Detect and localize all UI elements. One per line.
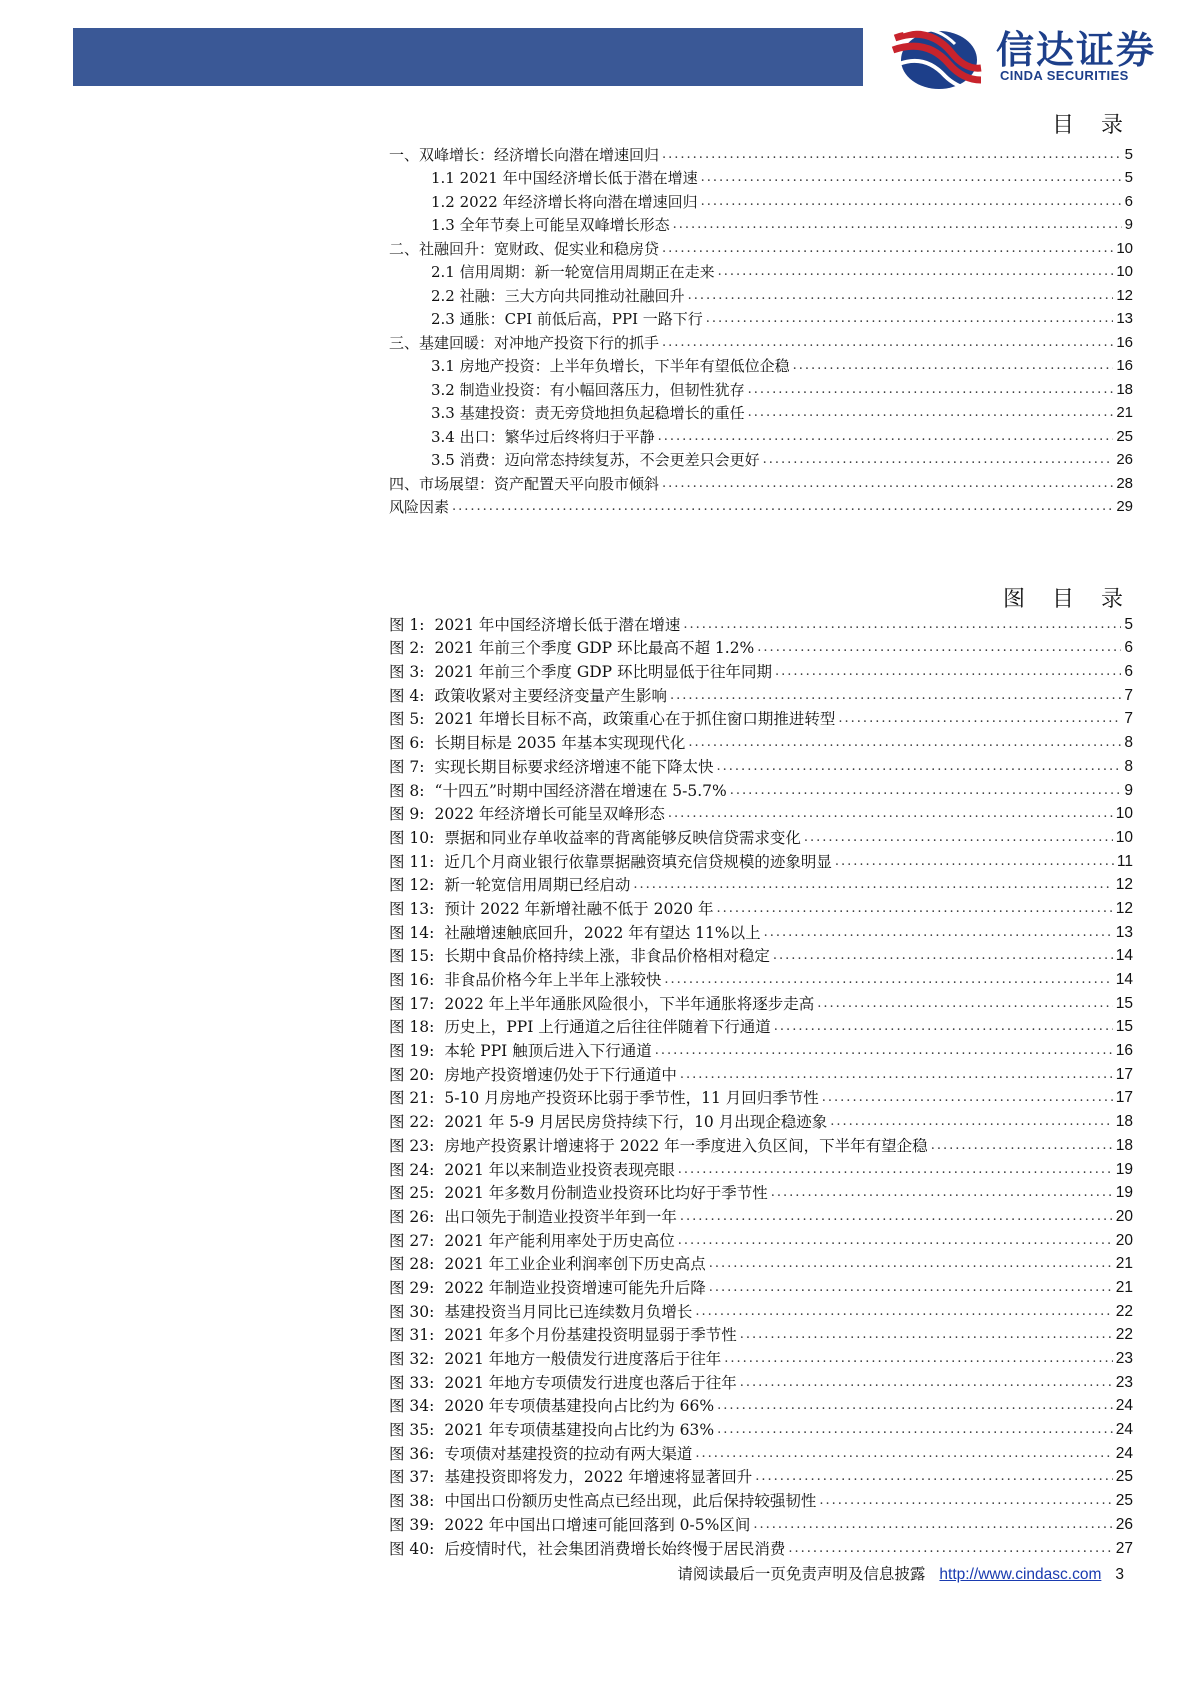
figure-entry[interactable]: [389, 1534, 1133, 1558]
figure-page: 12: [1115, 899, 1133, 917]
figure-page: 27: [1115, 1539, 1133, 1557]
figure-page: 18: [1115, 1136, 1133, 1154]
figure-entry[interactable]: [389, 634, 1133, 658]
figure-page: 19: [1115, 1184, 1133, 1202]
page-number: 3: [1115, 1566, 1124, 1583]
figure-caption: “十四五”时期中国经济潜在增速在 5-5.7%: [434, 781, 727, 800]
dot-leader: [695, 1303, 1112, 1321]
figure-page: 22: [1115, 1326, 1133, 1344]
toc-entry-page: 25: [1116, 427, 1133, 445]
figure-page: 20: [1115, 1207, 1133, 1225]
figure-caption: 近几个月商业银行依靠票据融资填充信贷规模的迹象明显: [444, 852, 832, 871]
dot-leader: [748, 404, 1114, 422]
dot-leader: [830, 1113, 1113, 1131]
dot-leader: [664, 971, 1112, 989]
dot-leader: [717, 1397, 1113, 1415]
toc-entry-label: 2.3 通胀：CPI 前低后高，PPI 一路下行: [431, 310, 703, 328]
figure-number: 图 40:: [389, 1539, 435, 1558]
figure-page: 17: [1115, 1089, 1133, 1107]
figure-caption: 新一轮宽信用周期已经启动: [444, 876, 631, 895]
dot-leader: [788, 1540, 1112, 1558]
figure-entry[interactable]: [389, 1202, 1133, 1226]
toc-entry-page: 21: [1116, 404, 1133, 421]
figure-caption: 出口领先于制造业投资半年到一年: [444, 1207, 677, 1226]
figure-page: 25: [1115, 1468, 1133, 1486]
dot-leader: [662, 475, 1113, 493]
dot-leader: [706, 310, 1114, 328]
dot-leader: [774, 1018, 1113, 1036]
toc-entry-label: 3.3 基建投资：责无旁贷地担负起稳增长的重任: [431, 404, 745, 422]
dot-leader: [763, 451, 1114, 469]
toc-entry[interactable]: [389, 446, 1133, 470]
dot-leader: [931, 1137, 1113, 1155]
figure-page: 6: [1124, 663, 1133, 681]
figure-number: 图 15:: [389, 947, 435, 966]
dot-leader: [680, 1066, 1113, 1084]
figure-number: 图 1:: [389, 615, 425, 634]
figure-number: 图 13:: [389, 899, 435, 918]
figure-entry[interactable]: [389, 681, 1133, 705]
footer-disclaimer: 请阅读最后一页免责声明及信息披露: [677, 1565, 926, 1583]
toc-entry[interactable]: [389, 258, 1133, 282]
dot-leader: [835, 853, 1114, 871]
figure-page: 24: [1115, 1444, 1133, 1462]
toc-entry-page: 16: [1116, 333, 1133, 351]
figure-entry[interactable]: [389, 1439, 1133, 1463]
figure-number: 图 11:: [389, 852, 435, 871]
figure-caption: 房地产投资累计增速将于 2022 年一季度进入负区间，下半年有望企稳: [444, 1136, 928, 1155]
toc-entry[interactable]: [389, 234, 1133, 258]
figure-page: 22: [1115, 1302, 1133, 1320]
dot-leader: [695, 1445, 1112, 1463]
figure-list: [389, 610, 1133, 1558]
toc-entry[interactable]: [389, 211, 1133, 235]
figure-entry[interactable]: [389, 1250, 1133, 1274]
toc-entry[interactable]: [389, 328, 1133, 352]
figure-caption: 2020 年专项债基建投向占比约为 66%: [444, 1397, 715, 1416]
figure-caption: 票据和同业存单收益率的背离能够反映信贷需求变化: [444, 828, 801, 847]
toc-entry[interactable]: [389, 187, 1133, 211]
dot-leader: [678, 1232, 1113, 1250]
figure-number: 图 23:: [389, 1136, 435, 1155]
dot-leader: [730, 782, 1122, 800]
toc-entry-page: 5: [1124, 145, 1133, 163]
dot-leader: [633, 876, 1112, 894]
dot-leader: [668, 805, 1113, 823]
page-footer: [677, 1562, 1124, 1584]
figure-caption: 2021 年多数月份制造业投资环比均好于季节性: [444, 1184, 768, 1203]
figure-entry[interactable]: [389, 1510, 1133, 1534]
toc-entry-page: 10: [1116, 263, 1133, 280]
dot-leader: [655, 1042, 1113, 1060]
dot-leader: [658, 428, 1114, 446]
figure-entry[interactable]: [389, 1297, 1133, 1321]
toc-entry-label: 2.1 信用周期：新一轮宽信用周期正在走来: [431, 263, 715, 281]
dot-leader: [817, 995, 1113, 1013]
figure-entry[interactable]: [389, 942, 1133, 966]
figure-page: 12: [1115, 876, 1133, 894]
toc-entry-label: 1.2 2022 年经济增长将向潜在增速回归: [431, 192, 698, 211]
figure-page: 23: [1115, 1373, 1133, 1391]
figure-number: 图 34:: [389, 1397, 435, 1416]
figure-entry[interactable]: [389, 1179, 1133, 1203]
dot-leader: [688, 287, 1114, 305]
toc-entry-page: 12: [1116, 286, 1133, 304]
figure-caption: 2021 年前三个季度 GDP 环比明显低于往年同期: [434, 663, 772, 682]
toc-entry-page: 18: [1116, 380, 1133, 398]
dot-leader: [773, 947, 1113, 965]
figure-entry[interactable]: [389, 1060, 1133, 1084]
toc-entry-label: 1.3 全年节奏上可能呈双峰增长形态: [431, 216, 670, 234]
figure-entry[interactable]: [389, 610, 1133, 634]
figure-number: 图 22:: [389, 1113, 435, 1132]
figure-number: 图 33:: [389, 1373, 435, 1392]
dot-leader: [680, 1208, 1113, 1226]
figure-page: 26: [1115, 1515, 1133, 1533]
toc-entry[interactable]: [389, 422, 1133, 446]
figure-number: 图 10:: [389, 828, 435, 847]
toc-entry[interactable]: [389, 493, 1133, 517]
dot-leader: [724, 1350, 1113, 1368]
figure-entry[interactable]: [389, 1273, 1133, 1297]
toc-entry-page: 10: [1116, 239, 1133, 257]
dot-leader: [717, 758, 1122, 776]
figure-caption: 房地产投资增速仍处于下行通道中: [444, 1065, 677, 1084]
toc-entry[interactable]: [389, 375, 1133, 399]
toc-entry[interactable]: [389, 469, 1133, 493]
figure-caption: 基建投资即将发力，2022 年增速将显著回升: [444, 1468, 753, 1487]
dot-leader: [662, 146, 1122, 164]
figure-caption: 2022 年经济增长可能呈双峰形态: [434, 805, 665, 824]
figure-list-title: 图 目 录: [1003, 587, 1133, 612]
figure-caption: 2021 年 5-9 月居民房贷持续下行，10 月出现企稳迹象: [444, 1113, 828, 1132]
figure-caption: 实现长期目标要求经济增速不能下降太快: [434, 757, 714, 776]
toc-entry-page: 13: [1116, 310, 1133, 327]
dot-leader: [748, 381, 1114, 399]
figure-page: 9: [1124, 781, 1133, 799]
figure-caption: 本轮 PPI 触顶后进入下行通道: [444, 1042, 652, 1061]
figure-caption: 专项债对基建投资的拉动有两大渠道: [444, 1444, 693, 1463]
figure-page: 20: [1115, 1231, 1133, 1249]
figure-page: 7: [1124, 710, 1133, 728]
figure-entry[interactable]: [389, 1131, 1133, 1155]
figure-page: 15: [1115, 994, 1133, 1012]
dot-leader: [819, 1492, 1112, 1510]
figure-number: 图 37:: [389, 1468, 435, 1487]
figure-page: 17: [1115, 1065, 1133, 1083]
toc-entry-label: 1.1 2021 年中国经济增长低于潜在增速: [431, 169, 698, 187]
dot-leader: [740, 1326, 1113, 1344]
figure-number: 图 35:: [389, 1421, 435, 1440]
brand-name-cn: 信达证券: [996, 28, 1157, 72]
dot-leader: [753, 1516, 1112, 1534]
dot-leader: [764, 924, 1113, 942]
figure-caption: 2021 年工业企业利润率创下历史高点: [444, 1255, 706, 1274]
dot-leader: [717, 1421, 1113, 1439]
figure-entry[interactable]: [389, 1321, 1133, 1345]
figure-caption: 5-10 月房地产投资环比弱于季节性，11 月回归季节性: [444, 1089, 819, 1108]
toc-entry[interactable]: [389, 352, 1133, 376]
toc-entry[interactable]: [389, 399, 1133, 423]
dot-leader: [683, 616, 1121, 634]
figure-page: 8: [1124, 734, 1133, 752]
toc-entry-label: 四、市场展望：资产配置天平向股市倾斜: [389, 474, 660, 493]
figure-entry[interactable]: [389, 847, 1133, 871]
figure-number: 图 28:: [389, 1255, 435, 1274]
brand-name-en: CINDA SECURITIES: [1000, 68, 1129, 83]
figure-entry[interactable]: [389, 1344, 1133, 1368]
figure-caption: 社融增速触底回升，2022 年有望达 11%以上: [444, 923, 761, 942]
figure-page: 5: [1124, 615, 1133, 633]
figure-entry[interactable]: [389, 1463, 1133, 1487]
figure-caption: 2021 年地方一般债发行进度落后于往年: [444, 1350, 722, 1368]
figure-number: 图 26:: [389, 1207, 435, 1226]
figure-entry[interactable]: [389, 1486, 1133, 1510]
figure-number: 图 21:: [389, 1089, 435, 1108]
dot-leader: [757, 639, 1121, 657]
figure-entry[interactable]: [389, 776, 1133, 800]
figure-caption: 预计 2022 年新增社融不低于 2020 年: [444, 899, 714, 918]
figure-entry[interactable]: [389, 1226, 1133, 1250]
figure-page: 24: [1115, 1421, 1133, 1439]
figure-caption: 2021 年前三个季度 GDP 环比最高不超 1.2%: [434, 639, 755, 658]
toc-entry-page: 5: [1124, 169, 1133, 186]
toc-entry-page: 28: [1116, 474, 1133, 492]
figure-page: 19: [1115, 1160, 1133, 1178]
dot-leader: [670, 687, 1121, 705]
toc-entry[interactable]: [389, 140, 1133, 164]
figure-caption: 2021 年专项债基建投向占比约为 63%: [444, 1421, 715, 1440]
dot-leader: [701, 193, 1122, 211]
figure-number: 图 25:: [389, 1184, 435, 1203]
toc-title: 目 录: [1052, 113, 1133, 138]
dot-leader: [678, 1161, 1113, 1179]
figure-page: 13: [1115, 923, 1133, 941]
figure-page: 25: [1115, 1492, 1133, 1510]
figure-number: 图 17:: [389, 994, 435, 1013]
figure-number: 图 20:: [389, 1065, 435, 1084]
figure-caption: 后疫情时代，社会集团消费增长始终慢于居民消费: [444, 1539, 786, 1558]
figure-caption: 中国出口份额历史性高点已经出现，此后保持较强韧性: [444, 1492, 817, 1511]
figure-entry[interactable]: [389, 1368, 1133, 1392]
figure-entry[interactable]: [389, 823, 1133, 847]
figure-number: 图 29:: [389, 1278, 435, 1297]
dot-leader: [718, 263, 1114, 281]
figure-entry[interactable]: [389, 752, 1133, 776]
figure-entry[interactable]: [389, 1084, 1133, 1108]
dot-leader: [709, 1279, 1113, 1297]
figure-entry[interactable]: [389, 1155, 1133, 1179]
figure-number: 图 12:: [389, 876, 435, 895]
figure-number: 图 2:: [389, 639, 425, 658]
figure-number: 图 3:: [389, 663, 425, 682]
figure-caption: 2021 年以来制造业投资表现亮眼: [444, 1160, 675, 1179]
figure-caption: 2022 年制造业投资增速可能先升后降: [444, 1278, 706, 1297]
figure-number: 图 31:: [389, 1326, 435, 1345]
figure-number: 图 27:: [389, 1231, 435, 1250]
figure-page: 24: [1115, 1397, 1133, 1415]
figure-number: 图 19:: [389, 1042, 435, 1061]
figure-page: 14: [1115, 971, 1133, 988]
toc-entry-label: 三、基建回暖：对冲地产投资下行的抓手: [389, 333, 660, 352]
figure-page: 10: [1115, 805, 1133, 823]
figure-number: 图 4:: [389, 686, 425, 705]
figure-number: 图 5:: [389, 710, 425, 729]
figure-page: 18: [1115, 1113, 1133, 1131]
header-band: [73, 28, 863, 86]
toc-entry-label: 3.4 出口：繁华过后终将归于平静: [431, 427, 655, 446]
figure-number: 图 39:: [389, 1515, 435, 1534]
dot-leader: [740, 1374, 1113, 1392]
dot-leader: [838, 710, 1121, 728]
figure-entry[interactable]: [389, 705, 1133, 729]
dot-leader: [701, 169, 1122, 187]
dot-leader: [452, 498, 1113, 516]
table-of-contents: [389, 140, 1133, 516]
figure-caption: 2021 年地方专项债发行进度也落后于往年: [444, 1373, 737, 1392]
toc-entry-label: 3.5 消费：迈向常态持续复苏，不会更差只会更好: [431, 451, 760, 469]
figure-page: 16: [1115, 1042, 1133, 1060]
figure-entry[interactable]: [389, 894, 1133, 918]
figure-page: 6: [1124, 639, 1133, 657]
figure-number: 图 6:: [389, 734, 425, 753]
toc-entry-label: 一、双峰增长：经济增长向潜在增速回归: [389, 145, 660, 164]
figure-caption: 2021 年增长目标不高，政策重心在于抓住窗口期推进转型: [434, 710, 836, 729]
figure-page: 21: [1115, 1255, 1133, 1273]
figure-caption: 政策收紧对主要经济变量产生影响: [434, 686, 668, 705]
figure-caption: 2021 年产能利用率处于历史高位: [444, 1231, 675, 1250]
dot-leader: [688, 734, 1121, 752]
toc-entry-label: 3.2 制造业投资：有小幅回落压力，但韧性犹存: [431, 380, 745, 399]
figure-entry[interactable]: [389, 1392, 1133, 1416]
figure-caption: 2022 年上半年通胀风险很小，下半年通胀将逐步走高: [444, 994, 815, 1013]
figure-caption: 非食品价格今年上半年上涨较快: [444, 971, 662, 989]
dot-leader: [822, 1089, 1113, 1107]
figure-caption: 2021 年中国经济增长低于潜在增速: [434, 615, 681, 634]
toc-entry[interactable]: [389, 164, 1133, 188]
figure-page: 15: [1115, 1018, 1133, 1036]
figure-number: 图 32:: [389, 1350, 435, 1368]
figure-entry[interactable]: [389, 989, 1133, 1013]
figure-page: 23: [1115, 1350, 1133, 1367]
toc-entry-label: 风险因素: [389, 498, 450, 516]
figure-number: 图 38:: [389, 1492, 435, 1511]
figure-caption: 2022 年中国出口增速可能回落到 0-5%区间: [444, 1515, 751, 1534]
figure-page: 11: [1116, 852, 1133, 870]
figure-number: 图 8:: [389, 781, 425, 800]
dot-leader: [709, 1255, 1113, 1273]
figure-caption: 基建投资当月同比已连续数月负增长: [444, 1302, 693, 1321]
toc-entry-page: 6: [1124, 192, 1133, 210]
figure-entry[interactable]: [389, 965, 1133, 989]
figure-number: 图 36:: [389, 1444, 435, 1463]
figure-entry[interactable]: [389, 871, 1133, 895]
website-link[interactable]: http://www.cindasc.com: [939, 1566, 1102, 1583]
toc-entry[interactable]: [389, 281, 1133, 305]
figure-entry[interactable]: [389, 1415, 1133, 1439]
toc-entry-label: 3.1 房地产投资：上半年负增长，下半年有望低位企稳: [431, 357, 790, 375]
dot-leader: [793, 357, 1114, 375]
toc-entry-label: 2.2 社融：三大方向共同推动社融回升: [431, 286, 685, 305]
figure-entry[interactable]: [389, 918, 1133, 942]
toc-entry-label: 二、社融回升：宽财政、促实业和稳房贷: [389, 239, 660, 258]
dot-leader: [775, 663, 1121, 681]
figure-page: 21: [1115, 1278, 1133, 1296]
figure-page: 10: [1115, 828, 1133, 846]
figure-number: 图 18:: [389, 1018, 435, 1037]
figure-page: 14: [1115, 947, 1133, 965]
figure-entry[interactable]: [389, 1013, 1133, 1037]
figure-number: 图 24:: [389, 1160, 435, 1179]
figure-number: 图 9:: [389, 805, 425, 824]
figure-page: 7: [1124, 686, 1133, 704]
figure-entry[interactable]: [389, 657, 1133, 681]
dot-leader: [662, 240, 1113, 258]
figure-entry[interactable]: [389, 1036, 1133, 1060]
figure-entry[interactable]: [389, 728, 1133, 752]
dot-leader: [662, 334, 1113, 352]
dot-leader: [673, 216, 1122, 234]
figure-caption: 长期目标是 2035 年基本实现现代化: [434, 734, 686, 753]
toc-entry-page: 9: [1124, 216, 1133, 233]
dot-leader: [804, 829, 1113, 847]
toc-entry-page: 29: [1116, 498, 1133, 515]
figure-entry[interactable]: [389, 800, 1133, 824]
dot-leader: [771, 1184, 1113, 1202]
figure-number: 图 14:: [389, 923, 435, 942]
toc-entry-page: 16: [1116, 357, 1133, 374]
toc-entry-page: 26: [1116, 451, 1133, 468]
figure-caption: 2021 年多个月份基建投资明显弱于季节性: [444, 1326, 737, 1345]
cinda-logo-icon: [889, 24, 985, 92]
toc-entry[interactable]: [389, 305, 1133, 329]
dot-leader: [755, 1468, 1113, 1486]
dot-leader: [716, 900, 1112, 918]
figure-number: 图 30:: [389, 1302, 435, 1321]
figure-entry[interactable]: [389, 1107, 1133, 1131]
figure-caption: 历史上，PPI 上行通道之后往往伴随着下行通道: [444, 1018, 771, 1037]
figure-caption: 长期中食品价格持续上涨，非食品价格相对稳定: [444, 947, 770, 966]
figure-number: 图 7:: [389, 757, 425, 776]
figure-page: 8: [1124, 757, 1133, 775]
figure-number: 图 16:: [389, 971, 435, 989]
